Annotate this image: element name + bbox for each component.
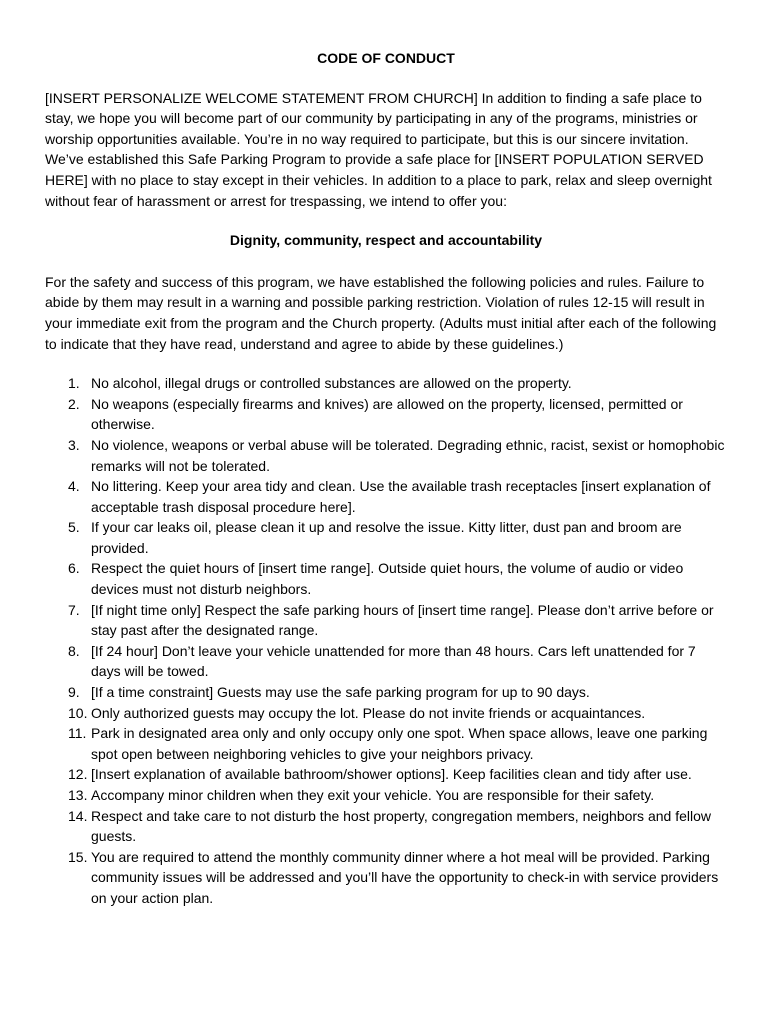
rule-number: 9.: [68, 684, 80, 701]
rule-number: 8.: [68, 642, 80, 659]
rule-item: [45, 703, 727, 724]
rule-text: No violence, weapons or verbal abuse will be tolerated. Degrading ethnic, racist, sexist or homophobic remarks will not be tolerated.: [91, 436, 725, 474]
rule-text: [If night time only] Respect the safe parking hours of [insert time range]. Please don’t arrive before or stay past after the designated range.: [91, 601, 714, 639]
rule-item: [45, 517, 727, 558]
rule-number: 10.: [68, 704, 88, 721]
document-title: CODE OF CONDUCT: [317, 50, 455, 66]
rule-number: 4.: [68, 478, 80, 495]
rule-number: 6.: [68, 560, 80, 577]
rule-text: No littering. Keep your area tidy and clean. Use the available trash receptacles [insert explanation of acceptable trash disposal procedure here].: [91, 478, 711, 515]
rule-number: 12.: [68, 766, 88, 783]
rule-text: [If 24 hour] Don’t leave your vehicle unattended for more than 48 hours. Cars left unattended for 7 days will be towed.: [91, 642, 696, 680]
rule-item: [45, 435, 727, 476]
rule-number: 15.: [68, 848, 88, 865]
rule-number: 11.: [68, 725, 87, 742]
rule-number: 2.: [68, 395, 80, 412]
rule-item: [45, 600, 727, 641]
rule-item: [45, 682, 727, 703]
document-page: [45, 48, 727, 909]
rule-number: 13.: [68, 787, 88, 803]
rule-number: 14.: [68, 807, 88, 824]
rule-text: Only authorized guests may occupy the lot. Please do not invite friends or acquaintances.: [91, 704, 646, 721]
rule-text: If your car leaks oil, please clean it up and resolve the issue. Kitty litter, dust pan and broom are provided.: [91, 519, 682, 556]
policy-intro-paragraph: For the safety and success of this program, we have established the following policies and rules. Failure to abide by them may result in a warning and possible parking restriction. Violation of rules 12-15 will result in your immediate exit from the program and the Church property. (Adults must initial after each of the following to indicate that they have read, understand and agree to abide by these guidelines.): [45, 273, 717, 352]
rule-text: No alcohol, illegal drugs or controlled substances are allowed on the property.: [91, 375, 572, 392]
rule-text: Park in designated area only and only occupy only one spot. When space allows, leave one parking spot open between neighboring vehicles to give your neighbors privacy.: [91, 725, 708, 762]
rule-item: [45, 764, 727, 785]
rule-item: [45, 641, 727, 682]
rule-item: [45, 394, 727, 435]
intro-paragraph: [INSERT PERSONALIZE WELCOME STATEMENT FROM CHURCH] In addition to finding a safe place to stay, we hope you will become part of our community by participating in any of the programs, ministries or worship opportunities available. You’re in no way required to participate, but this is our sincere invitation. We’ve established this Safe Parking Program to provide a safe place for [INSERT POPULATION SERVED HERE] with no place to stay except in their vehicles. In addition to a place to park, relax and sleep overnight without fear of harassment or arrest for trespassing, we intend to offer you:: [45, 89, 712, 209]
rule-item: [45, 476, 727, 517]
rules-list: [45, 373, 727, 908]
rule-text: [Insert explanation of available bathroom/shower options]. Keep facilities clean and tidy after use.: [91, 766, 692, 783]
rule-number: 7.: [68, 601, 80, 618]
section-subheading: Dignity, community, respect and accountability: [229, 232, 543, 249]
rule-text: [If a time constraint] Guests may use the safe parking program for up to 90 days.: [91, 684, 590, 701]
rule-text: Accompany minor children when they exit your vehicle. You are responsible for their safety.: [91, 787, 655, 803]
rule-number: 5.: [68, 519, 80, 536]
rule-item: [45, 373, 727, 394]
rule-text: No weapons (especially firearms and knives) are allowed on the property, licensed, permitted or otherwise.: [91, 395, 683, 433]
rule-item: [45, 785, 727, 806]
rule-text: Respect and take care to not disturb the host property, congregation members, neighbors and fellow guests.: [91, 807, 711, 845]
rule-item: [45, 847, 727, 909]
rule-text: Respect the quiet hours of [insert time range]. Outside quiet hours, the volume of audio or video devices must not disturb neighbors.: [91, 560, 684, 598]
rule-number: 1.: [68, 375, 80, 392]
rule-text: You are required to attend the monthly community dinner where a hot meal will be provided. Parking community issues will be addressed and you’ll have the opportunity to check-in with service providers on your action plan.: [91, 848, 719, 906]
rule-item: [45, 723, 727, 764]
rule-number: 3.: [68, 436, 80, 453]
rule-item: [45, 558, 727, 599]
rule-item: [45, 806, 727, 847]
